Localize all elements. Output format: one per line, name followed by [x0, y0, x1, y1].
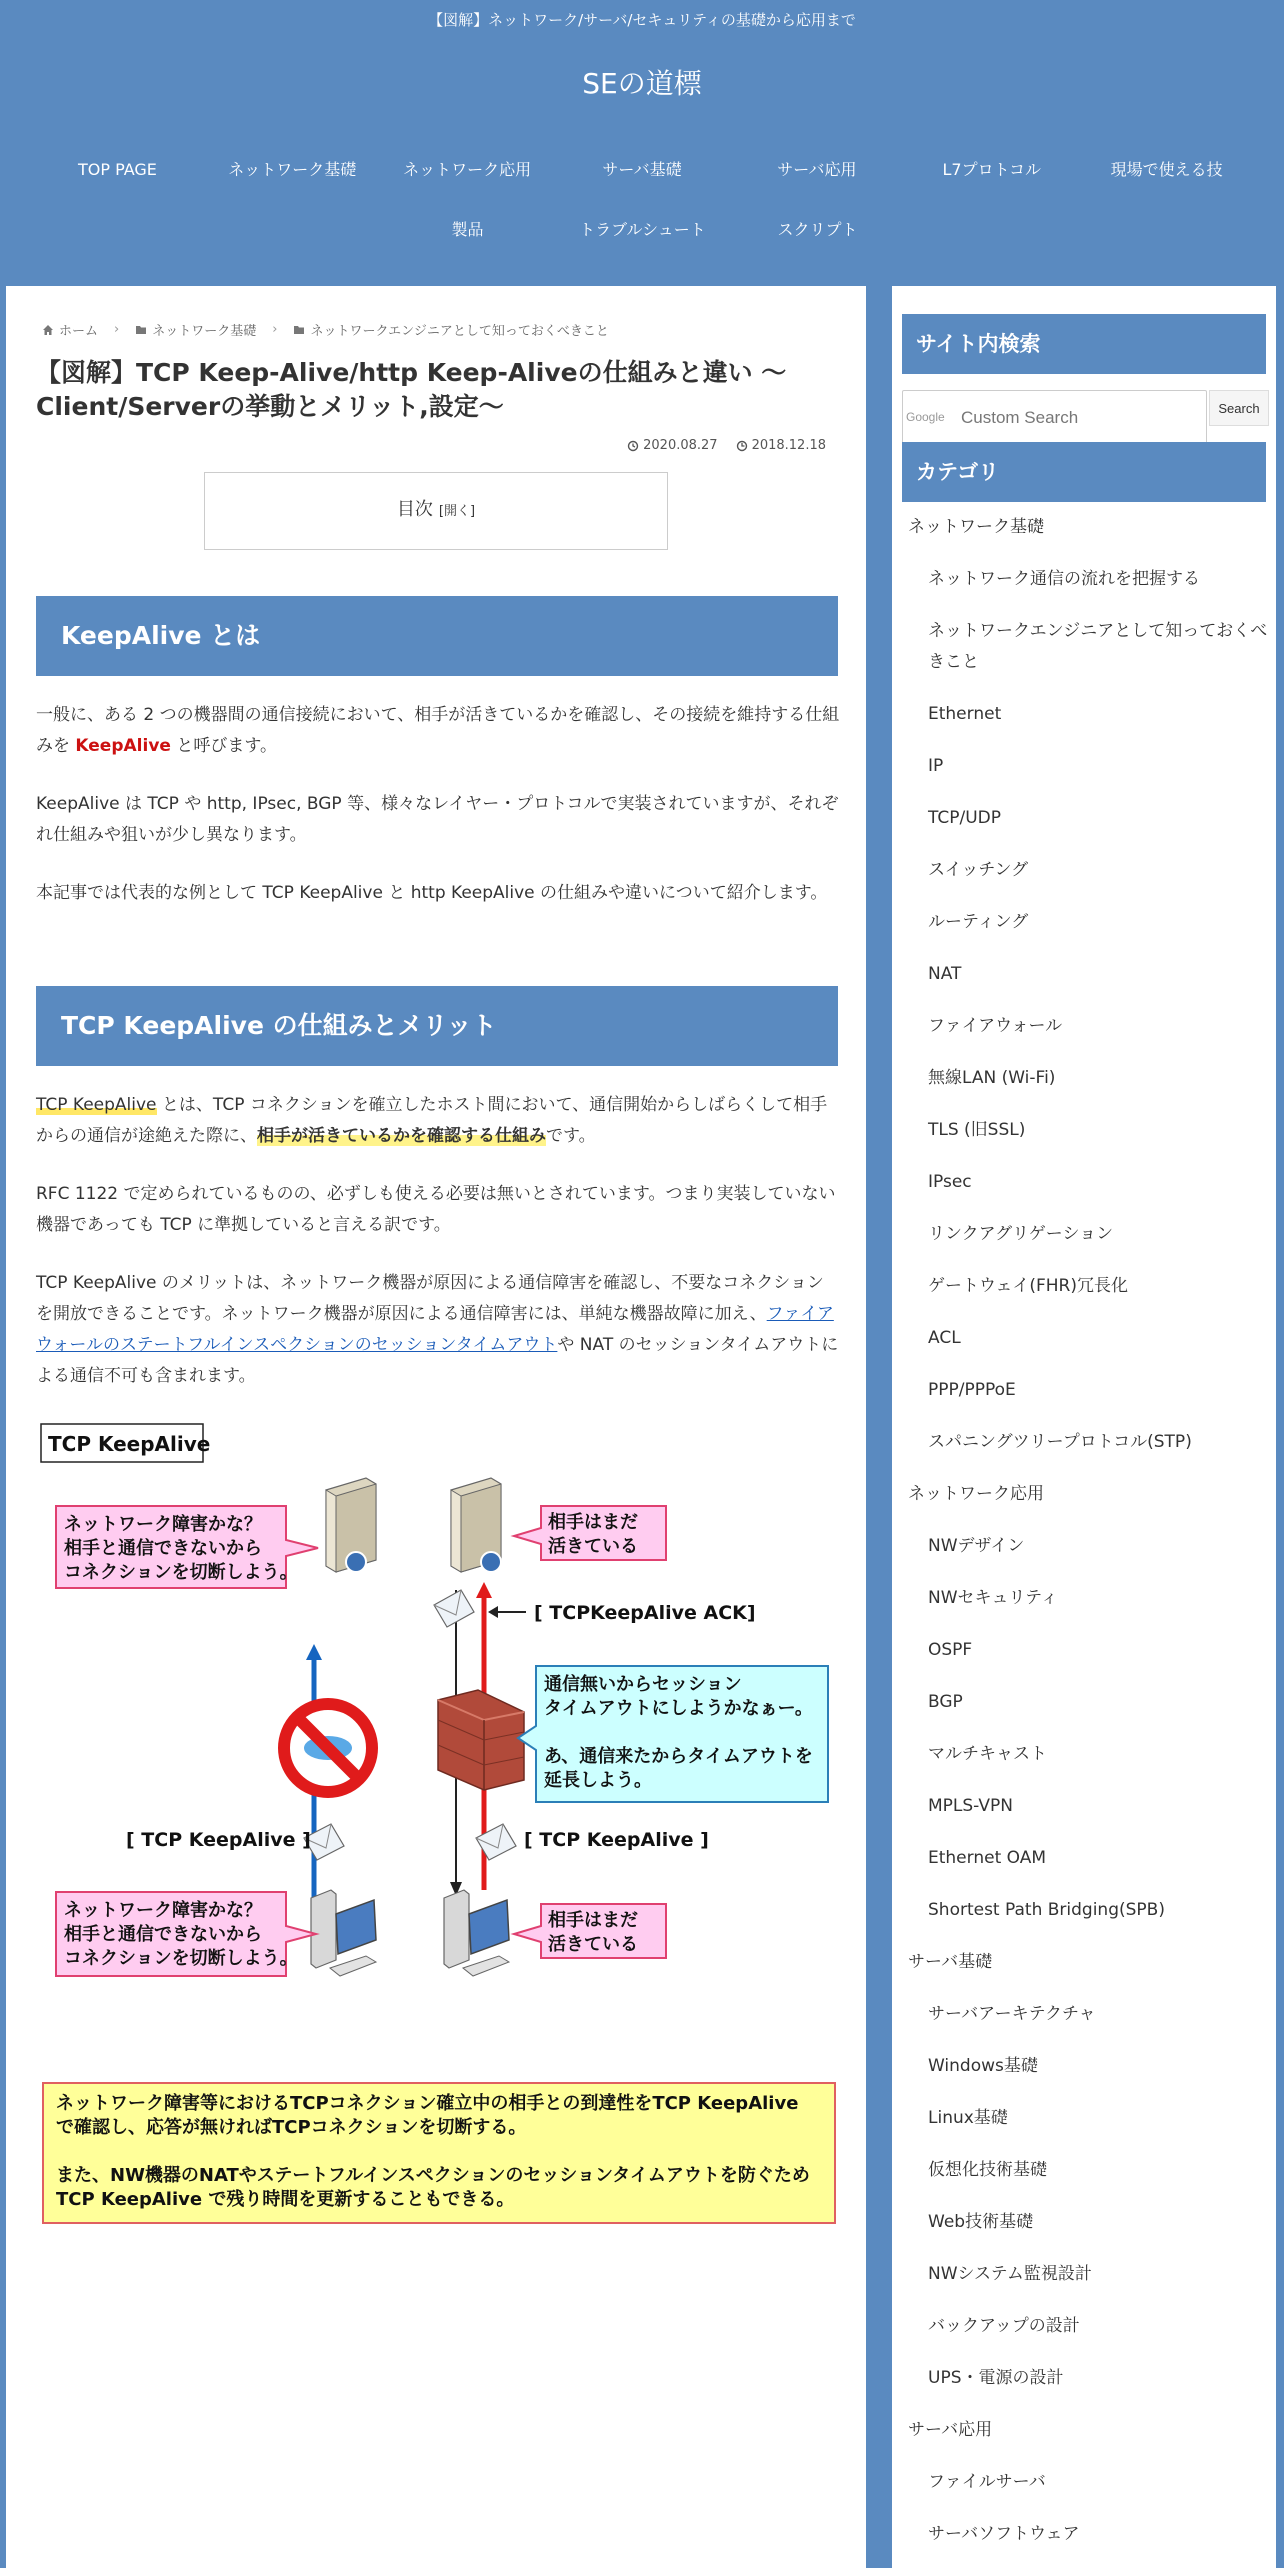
callout-text: 活きている [548, 1536, 638, 1557]
breadcrumb-label: ホーム [59, 324, 99, 339]
diagram-title: TCP KeepAlive [48, 1432, 211, 1456]
sidebar [892, 286, 1276, 2568]
text: と呼びます。 [170, 736, 277, 756]
category-item[interactable]: マルチキャスト [928, 1744, 1047, 1764]
folder-icon [293, 324, 305, 336]
category-parent[interactable]: サーバ基礎 [908, 1952, 993, 1972]
page-title: 【図解】TCP Keep-Alive/http Keep-Aliveの仕組みと違い ～Client/Serverの挙動とメリット,設定～ [36, 358, 787, 421]
category-parent[interactable]: ネットワーク応用 [908, 1484, 1044, 1504]
clock-icon [736, 440, 748, 452]
chevron-right-icon: › [114, 322, 120, 337]
computer-icon [311, 1890, 376, 1976]
chevron-right-icon: › [272, 322, 278, 337]
callout-left-bottom [56, 1892, 316, 1976]
category-item[interactable]: TCP/UDP [928, 808, 1002, 828]
category-item[interactable]: Shortest Path Bridging(SPB) [928, 1900, 1165, 1920]
summary-line: ネットワーク障害等におけるTCPコネクション確立中の相手との到達性をTCP KeepAlive [56, 2093, 799, 2114]
callout-right-top [514, 1506, 666, 1560]
nav-item[interactable]: トラブルシュート [579, 220, 706, 239]
category-item[interactable]: サーバアーキテクチャ [928, 2004, 1096, 2024]
nav-item[interactable]: サーバ基礎 [602, 160, 682, 179]
nav-item[interactable]: 製品 [451, 220, 484, 239]
category-item[interactable]: NWデザイン [928, 1536, 1025, 1556]
callout-text: 相手と通信できないから [64, 1924, 262, 1945]
keepalive-highlight: KeepAlive [75, 736, 171, 756]
breadcrumb-subcategory[interactable] [293, 320, 608, 339]
breadcrumb [42, 320, 609, 339]
text: です。 [546, 1126, 596, 1146]
category-parent[interactable]: サーバ応用 [908, 2420, 993, 2440]
category-item[interactable]: Linux基礎 [928, 2108, 1008, 2128]
callout-text: あ、通信来たからタイムアウトを [544, 1746, 813, 1767]
nav-item[interactable]: スクリプト [777, 220, 858, 239]
summary-line: TCP KeepAlive で残り時間を更新することもできる。 [56, 2189, 515, 2210]
paragraph-rfc: RFC 1122 で定められているものの、必ずしも使える必要は無いとされています。つまり実装していない機器であっても TCP に準拠していると言える訳です。 [36, 1184, 836, 1235]
callout-left-top [56, 1506, 318, 1588]
text: や NAT のセッションタイムアウトによる通信不可も含まれます。 [36, 1335, 839, 1386]
nav-item[interactable]: L7プロトコル [942, 160, 1041, 179]
updated-date [627, 438, 717, 453]
arrow-left-icon [488, 1606, 498, 1618]
category-item[interactable]: スパニングツリープロトコル(STP) [928, 1432, 1192, 1452]
section-heading-keepalive: KeepAlive とは [36, 596, 838, 676]
updated-date-text: 2020.08.27 [643, 438, 718, 453]
breadcrumb-label: ネットワーク基礎 [152, 324, 257, 339]
category-item[interactable]: PPP/PPPoE [928, 1380, 1016, 1400]
firewall-icon [438, 1690, 524, 1790]
category-item[interactable]: ゲートウェイ(FHR)冗長化 [928, 1276, 1128, 1296]
category-item[interactable]: Web技術基礎 [928, 2212, 1034, 2232]
site-tagline: 【図解】ネットワーク/サーバ/セキュリティの基礎から応用まで [428, 11, 856, 29]
section-heading-tcp-keepalive: TCP KeepAlive の仕組みとメリット [36, 986, 838, 1066]
paragraph-intro [36, 700, 840, 762]
breadcrumb-label: ネットワークエンジニアとして知っておくべきこと [310, 324, 609, 339]
search-button[interactable]: Search [1209, 390, 1269, 426]
category-item[interactable]: ルーティング [928, 912, 1029, 932]
nav-item[interactable]: 現場で使える技 [1110, 160, 1223, 179]
tcp-keepalive-diagram [36, 1420, 836, 1990]
breadcrumb-category[interactable] [135, 320, 256, 339]
nav-item[interactable]: ネットワーク基礎 [228, 160, 357, 179]
nav-row-2 [380, 200, 920, 260]
post-dates [627, 438, 826, 453]
category-item[interactable]: OSPF [928, 1640, 973, 1660]
arrow-up-icon [306, 1644, 322, 1660]
callout-text: ネットワーク障害かな？ [64, 1900, 262, 1921]
callout-text: 相手はまだ [548, 1512, 638, 1533]
arrow-up-icon [476, 1582, 492, 1598]
ack-label: [ TCPKeepAlive ACK] [534, 1602, 756, 1624]
paragraph-layers: KeepAlive は TCP や http, IPsec, BGP 等、様々なレイヤー・プロトコルで実装されていますが、それぞれ仕組みや狙いが少し異なります。 [36, 794, 839, 845]
article-card [6, 286, 866, 2568]
category-item[interactable]: ACL [928, 1328, 961, 1348]
category-item[interactable]: UPS・電源の設計 [928, 2368, 1064, 2388]
nav-item[interactable]: ネットワーク応用 [403, 160, 532, 179]
category-item[interactable]: ネットワークエンジニアとして知っておくべきこと [928, 621, 1268, 672]
category-item[interactable]: IP [928, 756, 944, 776]
category-item[interactable]: BGP [928, 1692, 963, 1712]
category-item[interactable]: サーバソフトウェア [928, 2524, 1080, 2544]
callout-text: 延長しよう。 [544, 1770, 652, 1791]
text: とは、TCP コネクションを確立したホスト間において、通信開始からしばらくして相手からの通信が途絶えた際に、 [36, 1095, 828, 1146]
summary-line: で確認し、応答が無ければTCPコネクションを切断する。 [56, 2117, 527, 2138]
keepalive-label-right: [ TCP KeepAlive ] [524, 1829, 709, 1851]
computer-icon [444, 1890, 509, 1976]
breadcrumb-home[interactable] [42, 320, 98, 339]
callout-text: コネクションを切断しよう。 [64, 1562, 298, 1583]
history-icon [627, 440, 639, 452]
category-item[interactable]: 仮想化技術基礎 [928, 2160, 1047, 2180]
callout-text: 活きている [548, 1934, 638, 1955]
table-of-contents [204, 472, 668, 550]
toc-label: 目次 [396, 499, 433, 520]
text: 一般に、ある 2 つの機器間の通信接続において、相手が活きているかを確認し、その接続を維持する仕組みを [36, 705, 840, 756]
server-icon [451, 1478, 501, 1572]
callout-text: コネクションを切断しよう。 [64, 1948, 298, 1969]
callout-firewall [518, 1666, 828, 1802]
folder-icon [135, 324, 147, 336]
summary-box [42, 2082, 836, 2224]
category-item[interactable]: ファイルサーバ [928, 2472, 1046, 2492]
category-parent[interactable]: ネットワーク基礎 [908, 517, 1044, 537]
callout-text: 通信無いからセッション [544, 1674, 742, 1695]
site-title[interactable]: SEの道標 [582, 67, 702, 100]
search-heading: サイト内検索 [902, 314, 1266, 374]
category-item[interactable]: 無線LAN (Wi-Fi) [928, 1068, 1056, 1088]
category-item[interactable]: Windows基礎 [928, 2056, 1038, 2076]
nav-row-1 [30, 140, 1254, 200]
paragraph-tcp-keepalive [36, 1090, 840, 1152]
category-item[interactable]: NWシステム監視設計 [928, 2264, 1092, 2284]
callout-text: タイムアウトにしようかなぁー。 [544, 1698, 813, 1719]
category-item[interactable]: NWセキュリティ [928, 1588, 1058, 1608]
published-date-text: 2018.12.18 [751, 438, 826, 453]
summary-line: また、NW機器のNATやステートフルインスペクションのセッションタイムアウトを防ぐため [56, 2165, 810, 2186]
category-item[interactable]: Ethernet [928, 704, 1002, 724]
stateful-inspection-link[interactable]: ファイアウォールのステートフルインスペクションのセッションタイムアウト [36, 1304, 834, 1355]
site-search [902, 390, 1266, 446]
search-input[interactable] [902, 390, 1207, 446]
category-item[interactable]: MPLS-VPN [928, 1796, 1013, 1816]
callout-text: 相手はまだ [548, 1910, 638, 1931]
marker-highlight: 相手が活きているかを確認する仕組み [257, 1126, 546, 1146]
toc-toggle[interactable]: [開く] [438, 504, 476, 519]
envelope-icon [434, 1590, 474, 1627]
category-item[interactable]: TLS (旧SSL) [928, 1120, 1026, 1140]
category-item[interactable]: IPsec [928, 1172, 972, 1192]
category-item[interactable]: NAT [928, 964, 962, 984]
category-item[interactable]: ネットワーク通信の流れを把握する [928, 569, 1200, 589]
text: TCP KeepAlive のメリットは、ネットワーク機器が原因による通信障害を確認し、不要なコネクションを開放できることです。ネットワーク機器が原因による通信障害には、単純な機器故障に加え、 [36, 1273, 824, 1324]
callout-right-bottom [514, 1904, 666, 1958]
keepalive-label-left: [ TCP KeepAlive ] [126, 1829, 311, 1851]
published-date [736, 438, 826, 453]
category-item[interactable]: スイッチング [928, 860, 1029, 880]
server-icon [326, 1478, 376, 1572]
home-icon [42, 324, 54, 336]
category-item[interactable]: バックアップの設計 [928, 2316, 1080, 2336]
nav-item[interactable]: TOP PAGE [77, 160, 157, 179]
category-heading: カテゴリ [902, 442, 1266, 502]
paragraph-merit [36, 1268, 840, 1392]
nav-item[interactable]: サーバ応用 [777, 160, 857, 179]
term-highlight: TCP KeepAlive [36, 1095, 157, 1115]
category-item[interactable]: ファイアウォール [928, 1016, 1063, 1036]
callout-text: ネットワーク障害かな？ [64, 1514, 262, 1535]
prohibited-icon [284, 1704, 372, 1792]
category-item[interactable]: リンクアグリゲーション [928, 1224, 1114, 1244]
summary-line [56, 2140, 822, 2164]
callout-text: 相手と通信できないから [64, 1538, 262, 1559]
paragraph-scope: 本記事では代表的な例として TCP KeepAlive と http KeepAlive の仕組みや違いについて紹介します。 [36, 883, 828, 903]
category-item[interactable]: Ethernet OAM [928, 1848, 1047, 1868]
google-logo: Google [906, 410, 945, 424]
